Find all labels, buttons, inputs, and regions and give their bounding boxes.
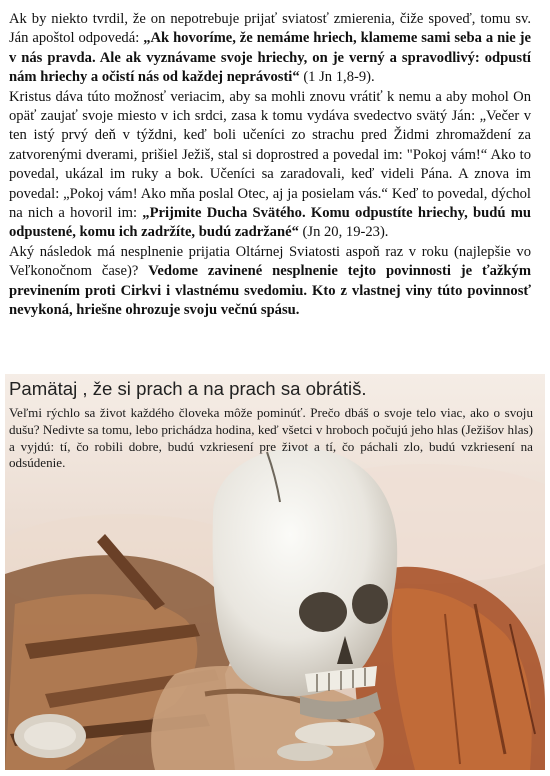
skull-image-section bbox=[5, 374, 545, 770]
paragraph-text: Ak by niekto tvrdil, že on nepotrebuje prijať sviatosť zmierenia, čiže spoveď, tomu sv. Ján apoštol odpovedá: bbox=[9, 11, 531, 47]
bible-quote-bold: „Prijmite Ducha Svätého. Komu odpustíte hriechy, budú mu odpustené, komu ich zadržíte, budú zadržané“ bbox=[9, 205, 531, 241]
article-text bbox=[9, 10, 531, 321]
bible-quote-bold: „Ak hovoríme, že nemáme hriech, klameme sami seba a nie je v nás pravda. Ale ak vyznávame svoje hriechy, on je verný a spravodlivý: odpustí nám hriechy a očistí nás od každej neprávosti“ bbox=[9, 30, 531, 86]
bible-reference: (1 Jn 1,8-9). bbox=[299, 69, 375, 86]
section-caption: Veľmi rýchlo sa život každého človeka môže pominúť. Prečo dbáš o svoje telo viac, ako o svoju dušu? Nedivte sa tomu, lebo prichádza hodina, keď všetci v hroboch počujú jeho hlas (Ježišov hlas) a vyjdú: tí, čo robili dobre, budú vzkriesení pre život a tí, čo páchali zlo, budú vzkriesení na odsúdenie. bbox=[9, 405, 533, 471]
paragraph-text: Kristus dáva túto možnosť veriacim, aby sa mohli znovu vrátiť k nemu a aby mohol On opäť zaujať svoje miesto v ich srdci, zasa k tomu vydáva svedectvo svätý Ján: „Večer v ten istý prvý deň v týždni, keď boli učeníci zo strachu pred Židmi zhromaždení za zatvorenými dverami, prišiel Ježiš, stal si doprostred a povedal im: "Pokoj vám!“ Ako to povedal, ukázal im ruky a bok. Učeníci sa zaradovali, keď videli Pána. A znova im povedal: „Pokoj vám! Ako mňa poslal Otec, aj ja posielam vás.“ Keď to povedal, dýchol na nich a hovoril im: bbox=[9, 88, 531, 222]
paragraph-eucharist bbox=[9, 243, 531, 321]
bible-reference: (Jn 20, 19-23). bbox=[298, 224, 389, 241]
warning-bold: Vedome zavinené nesplnenie tejto povinnosti je ťažkým previnením proti Cirkvi i vlastnému svedomiu. Kto z vlastnej viny túto povinnosť nevykoná, hriešne ohrozuje svoju večnú spásu. bbox=[9, 263, 532, 319]
paragraph-confession bbox=[9, 10, 531, 88]
paragraph-christ bbox=[9, 88, 531, 243]
paragraph-text: Aký následok má nesplnenie prijatia Oltárnej Sviatosti aspoň raz v roku (najlepšie vo Veľkonočnom čase)? bbox=[9, 243, 531, 280]
section-heading: Pamätaj , že si prach a na prach sa obrátiš. bbox=[9, 378, 367, 399]
